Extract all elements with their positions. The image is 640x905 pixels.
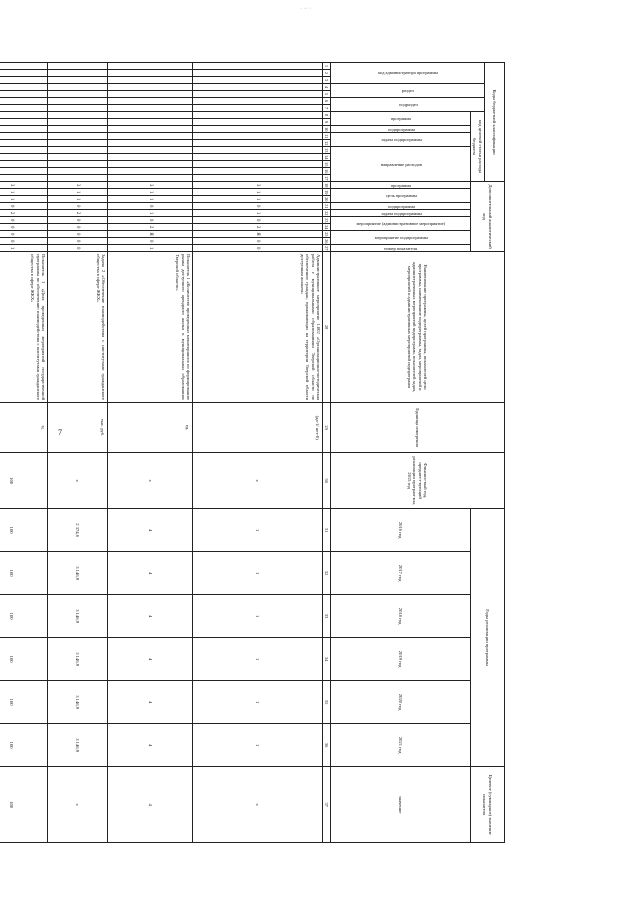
data-rows [0, 63, 323, 843]
year-header: 2021 год [331, 724, 471, 767]
analytic-code-digit: 0 [48, 217, 108, 224]
row-name: Показатель 1 «Количество проведенных мониторингов по формированию рынка доступного арендного жилья в муниципальных образованиях Тверской области» [108, 252, 193, 403]
budget-code-cell [108, 140, 193, 147]
scan-artifact-top: · ·· · [300, 6, 311, 12]
analytic-code-digit: 0 [0, 217, 48, 224]
budget-code-cell [108, 161, 193, 168]
column-number: 32 [323, 552, 331, 595]
analytic-code-digit: 1 [0, 245, 48, 252]
program-indicators-table [0, 62, 505, 843]
year-header: 2016 год [331, 509, 471, 552]
row-year-value: 1 [193, 552, 323, 595]
budget-code-cell [108, 77, 193, 84]
column-number: 17 [324, 176, 330, 181]
budget-code-cell [108, 168, 193, 175]
unit-column-header: Единица измерения [331, 403, 505, 453]
analytic-code-digit: 3 [193, 182, 323, 189]
column-numbers-row [323, 63, 331, 843]
row-year-value: 4 [108, 681, 193, 724]
analytic-code-digit: 0 [193, 238, 323, 245]
row-year-value: 4 [108, 638, 193, 681]
section-header: раздел [331, 84, 485, 98]
column-number: 11 [324, 134, 330, 139]
row-year-value: 3 146,9 [48, 552, 108, 595]
analytic-code-digit: 0 [108, 203, 193, 210]
column-number: 34 [323, 638, 331, 681]
budget-code-cell [48, 112, 108, 119]
budget-code-cell [108, 133, 193, 140]
page-number: 7 [58, 428, 62, 437]
column-number: 33 [323, 595, 331, 638]
analytic-code-digit: 0 [108, 217, 193, 224]
row-year-value: 3 146,9 [48, 724, 108, 767]
budget-code-cell [48, 154, 108, 161]
analytic-code-digit: 1 [108, 189, 193, 196]
budget-code-cell [108, 84, 193, 91]
program-header: программа [331, 112, 471, 126]
budget-code-cell [0, 133, 48, 140]
budget-code-cell [0, 98, 48, 105]
analytic-code-digit: 0 [108, 238, 193, 245]
budget-code-cell [193, 105, 323, 112]
column-number: 30 [323, 453, 331, 509]
analytic-code-digit: 3 [108, 182, 193, 189]
budget-code-cell [108, 119, 193, 126]
table-row [0, 63, 48, 843]
analytic-code-digit: 2 [48, 210, 108, 217]
subsection-header: подраздел [331, 98, 485, 112]
budget-code-cell [0, 119, 48, 126]
budget-code-cell [0, 63, 48, 70]
column-number: 21 [324, 204, 330, 209]
budget-code-cell [0, 175, 48, 182]
budget-code-cell [0, 77, 48, 84]
budget-code-cell [48, 168, 108, 175]
column-number: 3 [323, 77, 331, 84]
an-program-header: программа [331, 182, 471, 189]
column-number: 16 [324, 169, 330, 174]
row-unit: тыс. руб. [48, 403, 108, 453]
budget-code-cell [193, 84, 323, 91]
budget-code-cell [48, 161, 108, 168]
column-number: 1 [323, 63, 331, 70]
row-year-value: 2 374,6 [48, 509, 108, 552]
row-year-value: 4 [108, 552, 193, 595]
column-number: 37 [323, 767, 331, 843]
budget-code-cell [0, 126, 48, 133]
budget-code-cell [193, 154, 323, 161]
column-number: 29 [323, 403, 331, 453]
subprogram-header: подпрограмма [331, 126, 471, 133]
row-base-year-value: х [193, 453, 323, 509]
budget-code-cell [193, 133, 323, 140]
budget-code-cell [193, 161, 323, 168]
row-target-value: 4 [108, 767, 193, 843]
analytic-code-digit: 0 [48, 238, 108, 245]
column-number: 35 [323, 681, 331, 724]
row-year-value: 1 [193, 638, 323, 681]
analytic-code-digit: 1 [48, 196, 108, 203]
column-number: 28 [323, 252, 331, 403]
budget-code-cell [0, 154, 48, 161]
budget-code-cell [48, 147, 108, 154]
budget-code-cell [48, 98, 108, 105]
budget-code-cell [48, 133, 108, 140]
column-number: 13 [324, 148, 330, 153]
row-base-year-value: х [108, 453, 193, 509]
activity-header: направление расходов [331, 147, 471, 182]
budget-code-cell [0, 84, 48, 91]
budget-code-cell [108, 175, 193, 182]
an-activity-header: мероприятие (административное мероприятие) [331, 217, 471, 231]
row-year-value: 1 [193, 595, 323, 638]
analytic-code-digit: 1 [108, 210, 193, 217]
row-year-value: 4 [108, 595, 193, 638]
subprogram-task-header: задача подпрограммы [331, 133, 471, 147]
analytic-code-digit: 1 [193, 196, 323, 203]
budget-code-cell [108, 126, 193, 133]
budget-code-cell [193, 112, 323, 119]
year-header: 2020 год [331, 681, 471, 724]
budget-code-cell [48, 105, 108, 112]
row-year-value: 100 [0, 724, 48, 767]
analytic-code-digit: 0 [0, 231, 48, 238]
table-row [108, 63, 193, 843]
analytic-code-digit: 1 [0, 196, 48, 203]
budget-code-cell [108, 154, 193, 161]
admin-code-header: код администратора программы [331, 63, 485, 84]
budget-code-cell [48, 140, 108, 147]
row-name: Административное мероприятие 1.002 «Организационно-методическая работа с муниципальными образованиями Тверской области по обеспечению граждан, проживающих на территории Тверской области доступным жильем» [193, 252, 323, 403]
analytic-code-digit: 0 [0, 224, 48, 231]
budget-code-cell [0, 91, 48, 98]
analytic-code-digit: 0 [193, 217, 323, 224]
column-number: 5 [323, 91, 331, 98]
years-group-header: Годы реализации программы [471, 509, 505, 767]
analytic-code-digit: 2 [0, 210, 48, 217]
name-column-header: Наименование программы, целей программы, показателей цели программы, наименование подпрограммы, задач, мероприятий и административных мероприятий подпрограмм, показателей задач, мероприятий и административных мероприятий подпрограмм [331, 252, 505, 403]
analytic-code-digit: 0 [0, 238, 48, 245]
column-number: 20 [324, 197, 330, 202]
budget-code-cell [48, 84, 108, 91]
row-base-year-value: 100 [0, 453, 48, 509]
budget-code-cell [48, 63, 108, 70]
row-unit: (да-1/ нет-0) [193, 403, 323, 453]
row-name: Задача 2 «Обеспечение взаимодействия с институтами гражданского общества в сфере ЖКХ» [48, 252, 108, 403]
column-number: 25 [324, 232, 330, 237]
rotated-table-container [9, 62, 505, 842]
analytic-code-digit: 0 [193, 245, 323, 252]
analytic-code-digit: 1 [108, 196, 193, 203]
target-expense-code-header: код целевой статьи расхода бюджета [471, 112, 485, 182]
analytic-code-digit: 1 [193, 189, 323, 196]
column-number: 24 [324, 225, 330, 230]
analytic-code-digit: 2 [193, 224, 323, 231]
row-year-value: 1 [193, 724, 323, 767]
year-header: 2017 год [331, 552, 471, 595]
row-unit: ед. [108, 403, 193, 453]
analytic-code-digit: Я [193, 231, 323, 238]
column-number: 2 [323, 70, 331, 77]
budget-code-cell [108, 70, 193, 77]
budget-code-cell [48, 70, 108, 77]
budget-code-cell [193, 126, 323, 133]
row-year-value: 100 [0, 595, 48, 638]
row-unit: % [0, 403, 48, 453]
budget-code-cell [193, 147, 323, 154]
row-year-value: 3 146,9 [48, 638, 108, 681]
budget-code-cell [0, 70, 48, 77]
column-number: 15 [324, 162, 330, 167]
row-year-value: 100 [0, 552, 48, 595]
budget-code-cell [0, 168, 48, 175]
year-header: 2019 год [331, 638, 471, 681]
budget-code-cell [193, 91, 323, 98]
analytic-code-digit: 3 [0, 182, 48, 189]
row-year-value: 100 [0, 638, 48, 681]
row-name: Показатель 1 «Доля проведенных мероприятий государственной программы по обеспечению взаимодействия с институтами гражданского общества в сфере ЖКХ» [0, 252, 48, 403]
budget-code-cell [193, 119, 323, 126]
column-number: 7 [323, 105, 331, 112]
analytic-code-digit: 0 [48, 231, 108, 238]
analytic-code-header: Дополнительный аналитический код [471, 182, 505, 252]
analytic-code-digit: Я [108, 231, 193, 238]
analytic-code-digit: 2 [108, 224, 193, 231]
budget-code-cell [193, 70, 323, 77]
budget-classification-header: Коды бюджетной классификации [485, 63, 505, 182]
budget-code-cell [48, 77, 108, 84]
budget-code-cell [193, 175, 323, 182]
budget-code-cell [108, 112, 193, 119]
row-target-value: 100 [0, 767, 48, 843]
target-value-header: значение [331, 767, 471, 843]
budget-code-cell [48, 119, 108, 126]
column-number: 23 [324, 218, 330, 223]
column-number: 27 [324, 246, 330, 251]
row-year-value: 100 [0, 509, 48, 552]
column-number: 26 [324, 239, 330, 244]
budget-code-cell [0, 161, 48, 168]
budget-code-cell [108, 98, 193, 105]
analytic-code-digit: 0 [0, 203, 48, 210]
column-number: 6 [323, 98, 331, 105]
column-number: 10 [324, 127, 330, 132]
column-number: 9 [323, 119, 331, 126]
budget-code-cell [48, 91, 108, 98]
analytic-code-digit: 0 [48, 224, 108, 231]
row-year-value: 1 [193, 681, 323, 724]
budget-code-cell [193, 98, 323, 105]
column-number: 31 [323, 509, 331, 552]
row-year-value: 100 [0, 681, 48, 724]
budget-code-cell [108, 147, 193, 154]
budget-code-cell [48, 175, 108, 182]
analytic-code-digit: 1 [193, 210, 323, 217]
row-year-value: 3 146,9 [48, 595, 108, 638]
analytic-code-digit: 0 [48, 245, 108, 252]
row-year-value: 4 [108, 724, 193, 767]
column-number: 12 [324, 141, 330, 146]
an-activity-subprogram-header: мероприятие подпрограммы [331, 231, 471, 245]
year-header: 2018 год [331, 595, 471, 638]
budget-code-cell [193, 140, 323, 147]
budget-code-cell [193, 77, 323, 84]
analytic-code-digit: 1 [0, 189, 48, 196]
row-target-value: х [193, 767, 323, 843]
budget-code-cell [0, 147, 48, 154]
budget-code-cell [48, 126, 108, 133]
column-number: 8 [323, 112, 331, 119]
budget-code-cell [193, 63, 323, 70]
target-group-header: Целевое (суммарное) значение показателя [471, 767, 505, 843]
column-number: 36 [323, 724, 331, 767]
analytic-code-digit: 3 [48, 182, 108, 189]
budget-code-cell [0, 140, 48, 147]
row-target-value: х [48, 767, 108, 843]
budget-code-cell [193, 168, 323, 175]
row-year-value: 3 146,9 [48, 681, 108, 724]
budget-code-cell [108, 91, 193, 98]
column-number: 4 [323, 84, 331, 91]
an-task-header: задача подпрограммы [331, 210, 471, 217]
budget-code-cell [108, 105, 193, 112]
an-goal-header: цель программы [331, 189, 471, 203]
column-number: 18 [324, 183, 330, 188]
base-year-header: Финансо-вый год, предшест-вующий реализации програм-мы, 2015 год [331, 453, 505, 509]
analytic-code-digit: 1 [48, 189, 108, 196]
budget-code-cell [108, 63, 193, 70]
table-row [193, 63, 323, 843]
analytic-code-digit: 0 [48, 203, 108, 210]
row-base-year-value: х [48, 453, 108, 509]
budget-code-cell [0, 112, 48, 119]
budget-code-cell [0, 105, 48, 112]
analytic-code-digit: 1 [108, 245, 193, 252]
table-row [48, 63, 108, 843]
row-year-value: 1 [193, 509, 323, 552]
an-indicator-header: номер показателя [331, 245, 471, 252]
column-number: 14 [324, 155, 330, 160]
column-number: 19 [324, 190, 330, 195]
an-subprogram-header: подпрограмма [331, 203, 471, 210]
row-year-value: 4 [108, 509, 193, 552]
analytic-code-digit: 0 [193, 203, 323, 210]
column-number: 22 [324, 211, 330, 216]
